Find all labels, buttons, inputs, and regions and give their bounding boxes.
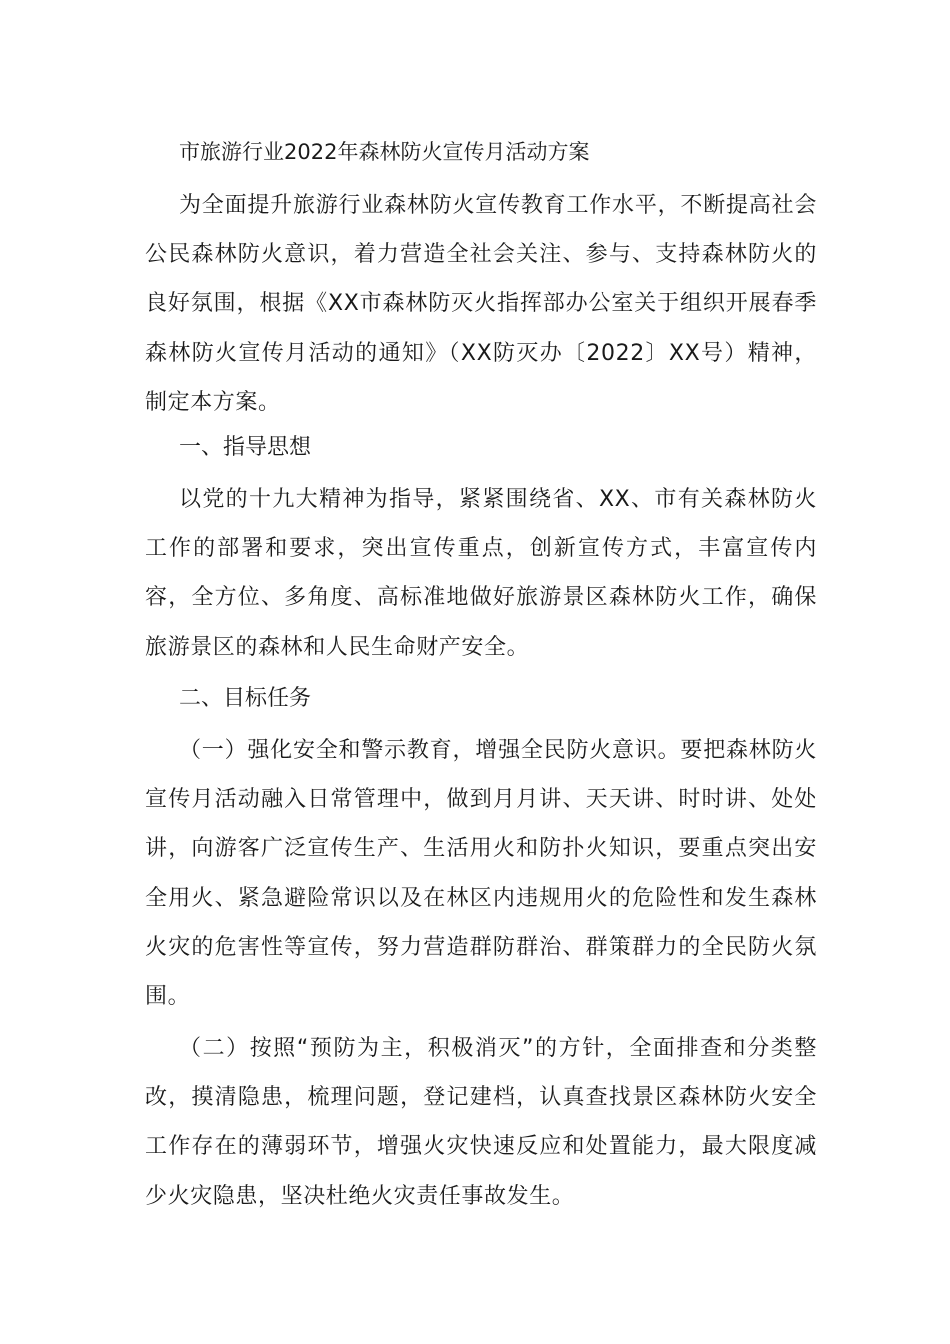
document-title: 市旅游行业2022年森林防火宣传月活动方案 (179, 140, 590, 164)
section-heading-guiding-ideology: 一、指导思想 (179, 435, 312, 460)
goal-paragraph-2: （二）按照“预防为主，积极消灭”的方针，全面排查和分类整改，摸清隐患，梳理问题，登记建档，认真查找景区森林防火安全工作存在的薄弱环节，增强火灾快速反应和处置能力，最大限度减少火灾隐患，坚决杜绝火灾责任事故发生。 (145, 1036, 817, 1209)
intro-paragraph: 为全面提升旅游行业森林防火宣传教育工作水平，不断提高社会公民森林防火意识，着力营造全社会关注、参与、支持森林防火的良好氛围，根据《XX市森林防灭火指挥部办公室关于组织开展春季森林防火宣传月活动的通知》（XX防灭办〔2022〕XX号）精神，制定本方案。 (145, 193, 817, 415)
goal-paragraph-1: （一）强化安全和警示教育，增强全民防火意识。要把森林防火宣传月活动融入日常管理中，做到月月讲、天天讲、时时讲、处处讲，向游客广泛宣传生产、生活用火和防扑火知识，要重点突出安全用火、紧急避险常识以及在林区内违规用火的危险性和发生森林火灾的危害性等宣传，努力营造群防群治、群策群力的全民防火氛围。 (145, 738, 817, 1010)
section-heading-goals-tasks: 二、目标任务 (179, 686, 312, 711)
guiding-ideology-paragraph: 以党的十九大精神为指导，紧紧围绕省、XX、市有关森林防火工作的部署和要求，突出宣传重点，创新宣传方式，丰富宣传内容，全方位、多角度、高标准地做好旅游景区森林防火工作，确保旅游景区的森林和人民生命财产安全。 (145, 487, 817, 660)
